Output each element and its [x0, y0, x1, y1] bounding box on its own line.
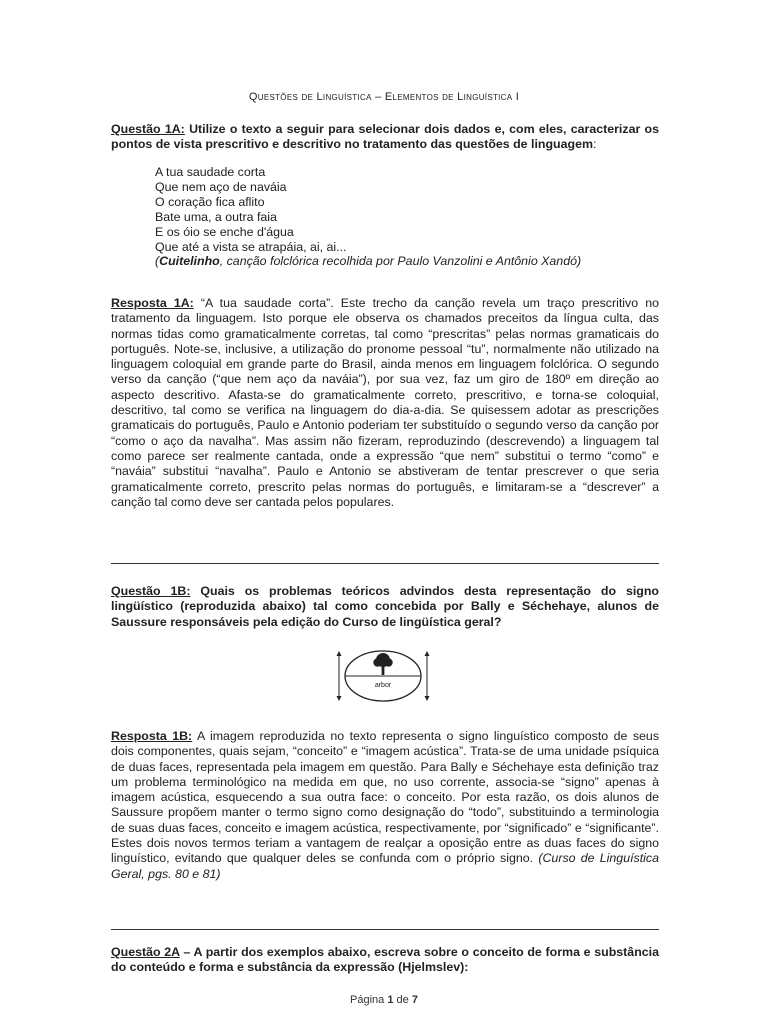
question-2a-text: – A partir dos exemplos abaixo, escreva sobre o conceito de forma e substância do conteúdo e forma e substância da expressão (Hjelmslev): — [111, 945, 659, 975]
poem-line: Que nem aço de naváia — [155, 179, 287, 194]
arrow-right-icon — [425, 651, 430, 701]
poem-credit-rest: , canção folclórica recolhida por Paulo Vanzolini e Antônio Xandó) — [219, 254, 582, 269]
page-footer — [0, 994, 768, 1006]
question-1a-label: Questão 1A: — [111, 122, 185, 136]
poem-credit — [155, 254, 581, 269]
section-divider — [111, 929, 659, 930]
poem-line: Bate uma, a outra faia — [155, 209, 277, 224]
answer-1a-label: Resposta 1A: — [111, 296, 194, 310]
answer-1b-citation: (Curso de Linguística Geral, pgs. 80 e 81) — [111, 851, 659, 881]
tree-icon — [373, 653, 392, 675]
poem-line: E os óio se enche d'água — [155, 224, 294, 239]
answer-1b-label: Resposta 1B: — [111, 729, 193, 743]
footer-page-word: Página — [350, 994, 385, 1006]
poem-block — [155, 165, 581, 269]
question-1a-text: Utilize o texto a seguir para selecionar dois dados e, com eles, caracterizar os pontos de vista prescritivo e descritivo no tratamento das questões de linguagem — [111, 122, 660, 152]
question-2a — [111, 945, 659, 976]
sign-word: arbor — [374, 682, 392, 689]
page-title: Questões de Linguística – Elementos de Linguística I — [248, 91, 520, 103]
question-1b-label: Questão 1B: — [111, 584, 191, 598]
question-1a-colon: : — [592, 137, 597, 152]
question-1b — [111, 584, 659, 630]
question-1b-text: Quais os problemas teóricos advindos desta representação do signo lingüístico (reproduzida abaixo) tal como concebida por Bally e Séchehaye, alunos de Saussure responsáveis pela edição do Curso de lingüística geral? — [111, 584, 659, 629]
poem-line: O coração fica aflito — [155, 194, 265, 209]
poem-credit-open: ( — [155, 254, 160, 269]
sign-diagram-icon — [335, 643, 431, 707]
poem-line: A tua saudade corta — [155, 165, 266, 179]
answer-1a-text: “A tua saudade corta”. Este trecho da canção revela um traço prescritivo no tratamento da linguagem. Isto porque ele observa os chamados preceitos da língua culta, das normas tidas como gramaticalmente corretas, tal como “prescritas” pelas normas gramaticais do português. Note-se, inclusive, a utilização do pronome pessoal “tu”, normalmente não utilizado na linguagem coloquial em grande parte do Brasil, ainda menos em linguagem folclórica. O segundo verso da canção (“que nem aço da naváia”), por sua vez, faz um giro de 180º em direção ao aspecto descritivo. Afasta-se do gramaticalmente correto, prescritivo, e torna-se coloquial, descritivo, tal como se verifica na linguagem do dia-a-dia. Se quisessem adotar as prescrições gramaticais do português, Paulo e Antonio poderiam ter substituído o segundo verso da canção por “como o aço da navalha”. Mas assim não fizeram, reproduzindo (descrevendo) a linguagem tal como parece ser realmente cantada, onde a expressão “que nem” substitui o termo “como” e “naváia” substitui “navalha”. Paulo e Antonio se abstiveram de tentar prescrever o que seria gramaticalmente correto, prescrito pelas normas do português, e limitaram-se a “descrever” a canção tal como deve ser cantada pelos populares. — [111, 296, 659, 509]
footer-of-word: de — [396, 994, 409, 1006]
answer-1b-text: A imagem reproduzida no texto representa o signo linguístico composto de seus dois componentes, quais sejam, “conceito” e “imagem acústica”. Trata-se de uma unidade psíquica de duas faces, representada pela imagem em questão. Para Bally e Séchehaye esta definição traz um problema terminológico na medida em que, no uso corrente, associa-se “signo” apenas à imagem acústica, esquecendo a sua outra face: o conceito. Por esta razão, os dois alunos de Saussure propõem manter o termo signo como designação do “todo”, substituindo a terminologia de suas duas faces, conceito e imagem acústica, respectivamente, por “significado” e “significante”. Estes dois novos termos teriam a vantagem de realçar a oposição entre as duas faces do signo linguístico, evitando que qualquer deles se confunda com o próprio signo. — [111, 729, 660, 866]
question-1a — [111, 122, 659, 153]
question-2a-label: Questão 2A — [111, 945, 180, 959]
arrow-left-icon — [337, 651, 342, 701]
answer-1b — [111, 729, 659, 882]
saussure-sign-figure — [335, 643, 431, 712]
footer-total-pages: 7 — [411, 994, 418, 1006]
poem-line: Que até a vista se atrapáia, ai, ai... — [155, 239, 347, 254]
footer-current-page: 1 — [387, 994, 394, 1006]
answer-1a — [111, 296, 659, 510]
poem-credit-title: Cuitelinho — [159, 254, 220, 269]
section-divider — [111, 563, 659, 564]
